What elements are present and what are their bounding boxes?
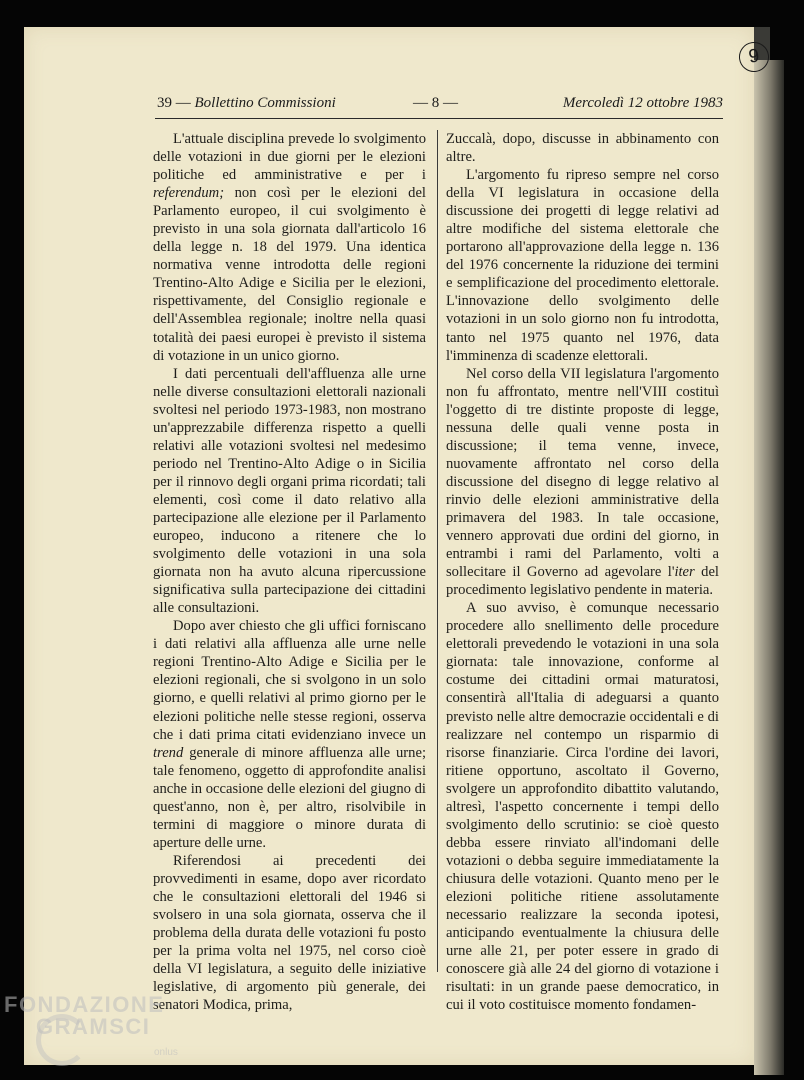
paragraph: I dati percentuali dell'affluenza alle urne nelle diverse consultazioni elettorali nazionali svoltesi nel periodo 1973-1983, non mostrano un'apprezzabile differenza rispetto a quelli relativi alle votazioni svoltesi nel medesimo periodo nel Trentino-Alto Adige o in Sicilia per il rinnovo degli organi prima ricordati; tali elementi, così come il dato relativo alla partecipazione alle elezione per il Parlamento europeo, inducono a ritenere che lo svolgimento delle votazioni in una sola giornata non ha avuto alcuna ripercussione significativa sulla partecipazione dei cittadini alle consultazioni. — [153, 365, 426, 617]
paragraph: L'attuale disciplina prevede lo svolgimento delle votazioni in due giorni per le elezioni politiche ed amministrative e per i referendum; non così per le elezioni del Parlamento europeo, il cui svolgimento è previsto in una sola giornata dall'articolo 16 della legge n. 18 del 1979. Una identica normativa venne introdotta delle regioni Trentino-Alto Adige e Sicilia per le elezioni, rispettivamente, del Consiglio regionale e dell'Assemblea regionale; inoltre nella quasi totalità dei paesi europei è previsto il sistema di votazione in un unico giorno. — [153, 131, 426, 364]
page-number: 39 — — [157, 95, 191, 111]
right-column — [446, 130, 719, 1014]
paragraph: Nel corso della VII legislatura l'argomento non fu affrontato, mentre nell'VIII costituì l'oggetto di tre distinte proposte di legge, nessuna delle quali venne posta in discussione; il tema venne, invece, nuovamente affrontato nel corso della discussione del disegno di legge relativo al rinvio delle elezioni amministrative della primavera del 1983. In tale occasione, vennero approvati due ordini del giorno, in entrambi i rami del Parlamento, volti a sollecitare il Governo ad agevolare l'iter del procedimento legislativo pendente in materia. — [446, 365, 719, 599]
italic-term: referendum; — [153, 185, 225, 202]
running-head — [157, 95, 723, 117]
watermark-logo — [4, 992, 204, 1072]
paragraph-continued: Zuccalà, dopo, discusse in abbinamento con altre. — [446, 131, 719, 166]
page-number-stamp: 9 — [737, 40, 771, 74]
watermark-line3: onlus — [154, 1047, 178, 1058]
publication-title: Bollettino Commissioni — [194, 95, 336, 111]
paragraph: Dopo aver chiesto che gli uffici forniscano i dati relativi alla affluenza alle urne nelle regioni Trentino-Alto Adige e Sicilia per le elezioni regionali, che si svolgono in un solo giorno, e quelli relativi al primo giorno per le elezioni politiche nelle stesse regioni, osserva che i dati prima citati evidenziano invece un trend generale di minore affluenza alle urne; tale fenomeno, oggetto di approfondite analisi anche in occasione delle elezioni del giugno di quest'anno, non è, per altro, risolvibile in termini di maggiore o minore durata di aperture delle urne. — [153, 618, 426, 851]
paragraph: A suo avviso, è comunque necessario procedere allo snellimento delle procedure elettorali prevedendo le votazioni in una sola giornata: tale innovazione, conforme al costume dei cittadini ormai maturatosi, consentirà all'Italia di adeguarsi a quanto previsto nelle altre democrazie occidentali e di realizzare nel contempo un risparmio di risorse finanziarie. Circa l'ordine dei lavori, ritiene opportuno, ascoltato il Governo, svolgere un approfondito dibattito valutando, altresì, l'aspetto concernente i tempi dello svolgimento dello scrutinio: se cioè questo debba essere rinviato all'indomani delle votazioni o debba seguire immediatamente la chiusura delle votazioni. Quanto meno per le elezioni politiche ritiene assolutamente necessario realizzare la seconda ipotesi, anticipando eventualmente la chiusura delle urne alle 21, per poter essere in grado di conoscere già alle 24 del giorno di votazione i risultati: in un grande paese democratico, in cui il voto costituisce momento fondamen- — [446, 600, 719, 1014]
page-edge — [754, 60, 784, 1075]
running-head-date: Mercoledì 12 ottobre 1983 — [562, 95, 723, 111]
italic-term: trend — [153, 744, 184, 761]
paragraph: L'argomento fu ripreso sempre nel corso della VI legislatura in occasione della discussione dei progetti di legge relativi ad altre modifiche del sistema elettorale che portarono all'approvazione della legge n. 136 del 1976 concernente la riduzione dei termini e semplificazione del procedimento elettorale. L'innovazione dello svolgimento delle votazioni in un solo giorno non fu introdotta, tanto nel 1975 quanto nel 1976, data l'imminenza di scadenze elettorali. — [446, 167, 719, 364]
running-head-left — [157, 95, 336, 112]
italic-term: iter — [674, 564, 695, 581]
paragraph: Riferendosi ai precedenti dei provvedimenti in esame, dopo aver ricordato che le consultazioni elettorali del 1946 si svolsero in una sola giornata, osserva che il problema della durata delle votazioni fu posto per la prima volta nel 1975, nel corso cioè della VI legislatura, a seguito delle iniziative legislative, di argomento più generale, dei senatori Modica, prima, — [153, 852, 426, 1014]
header-rule — [155, 118, 723, 119]
column-divider — [437, 130, 438, 972]
running-head-center: — 8 — — [413, 95, 458, 111]
left-column — [153, 130, 426, 1014]
watermark-line2: GRAMSCI — [36, 1014, 151, 1039]
watermark-line1: FONDAZIONE — [4, 992, 165, 1017]
